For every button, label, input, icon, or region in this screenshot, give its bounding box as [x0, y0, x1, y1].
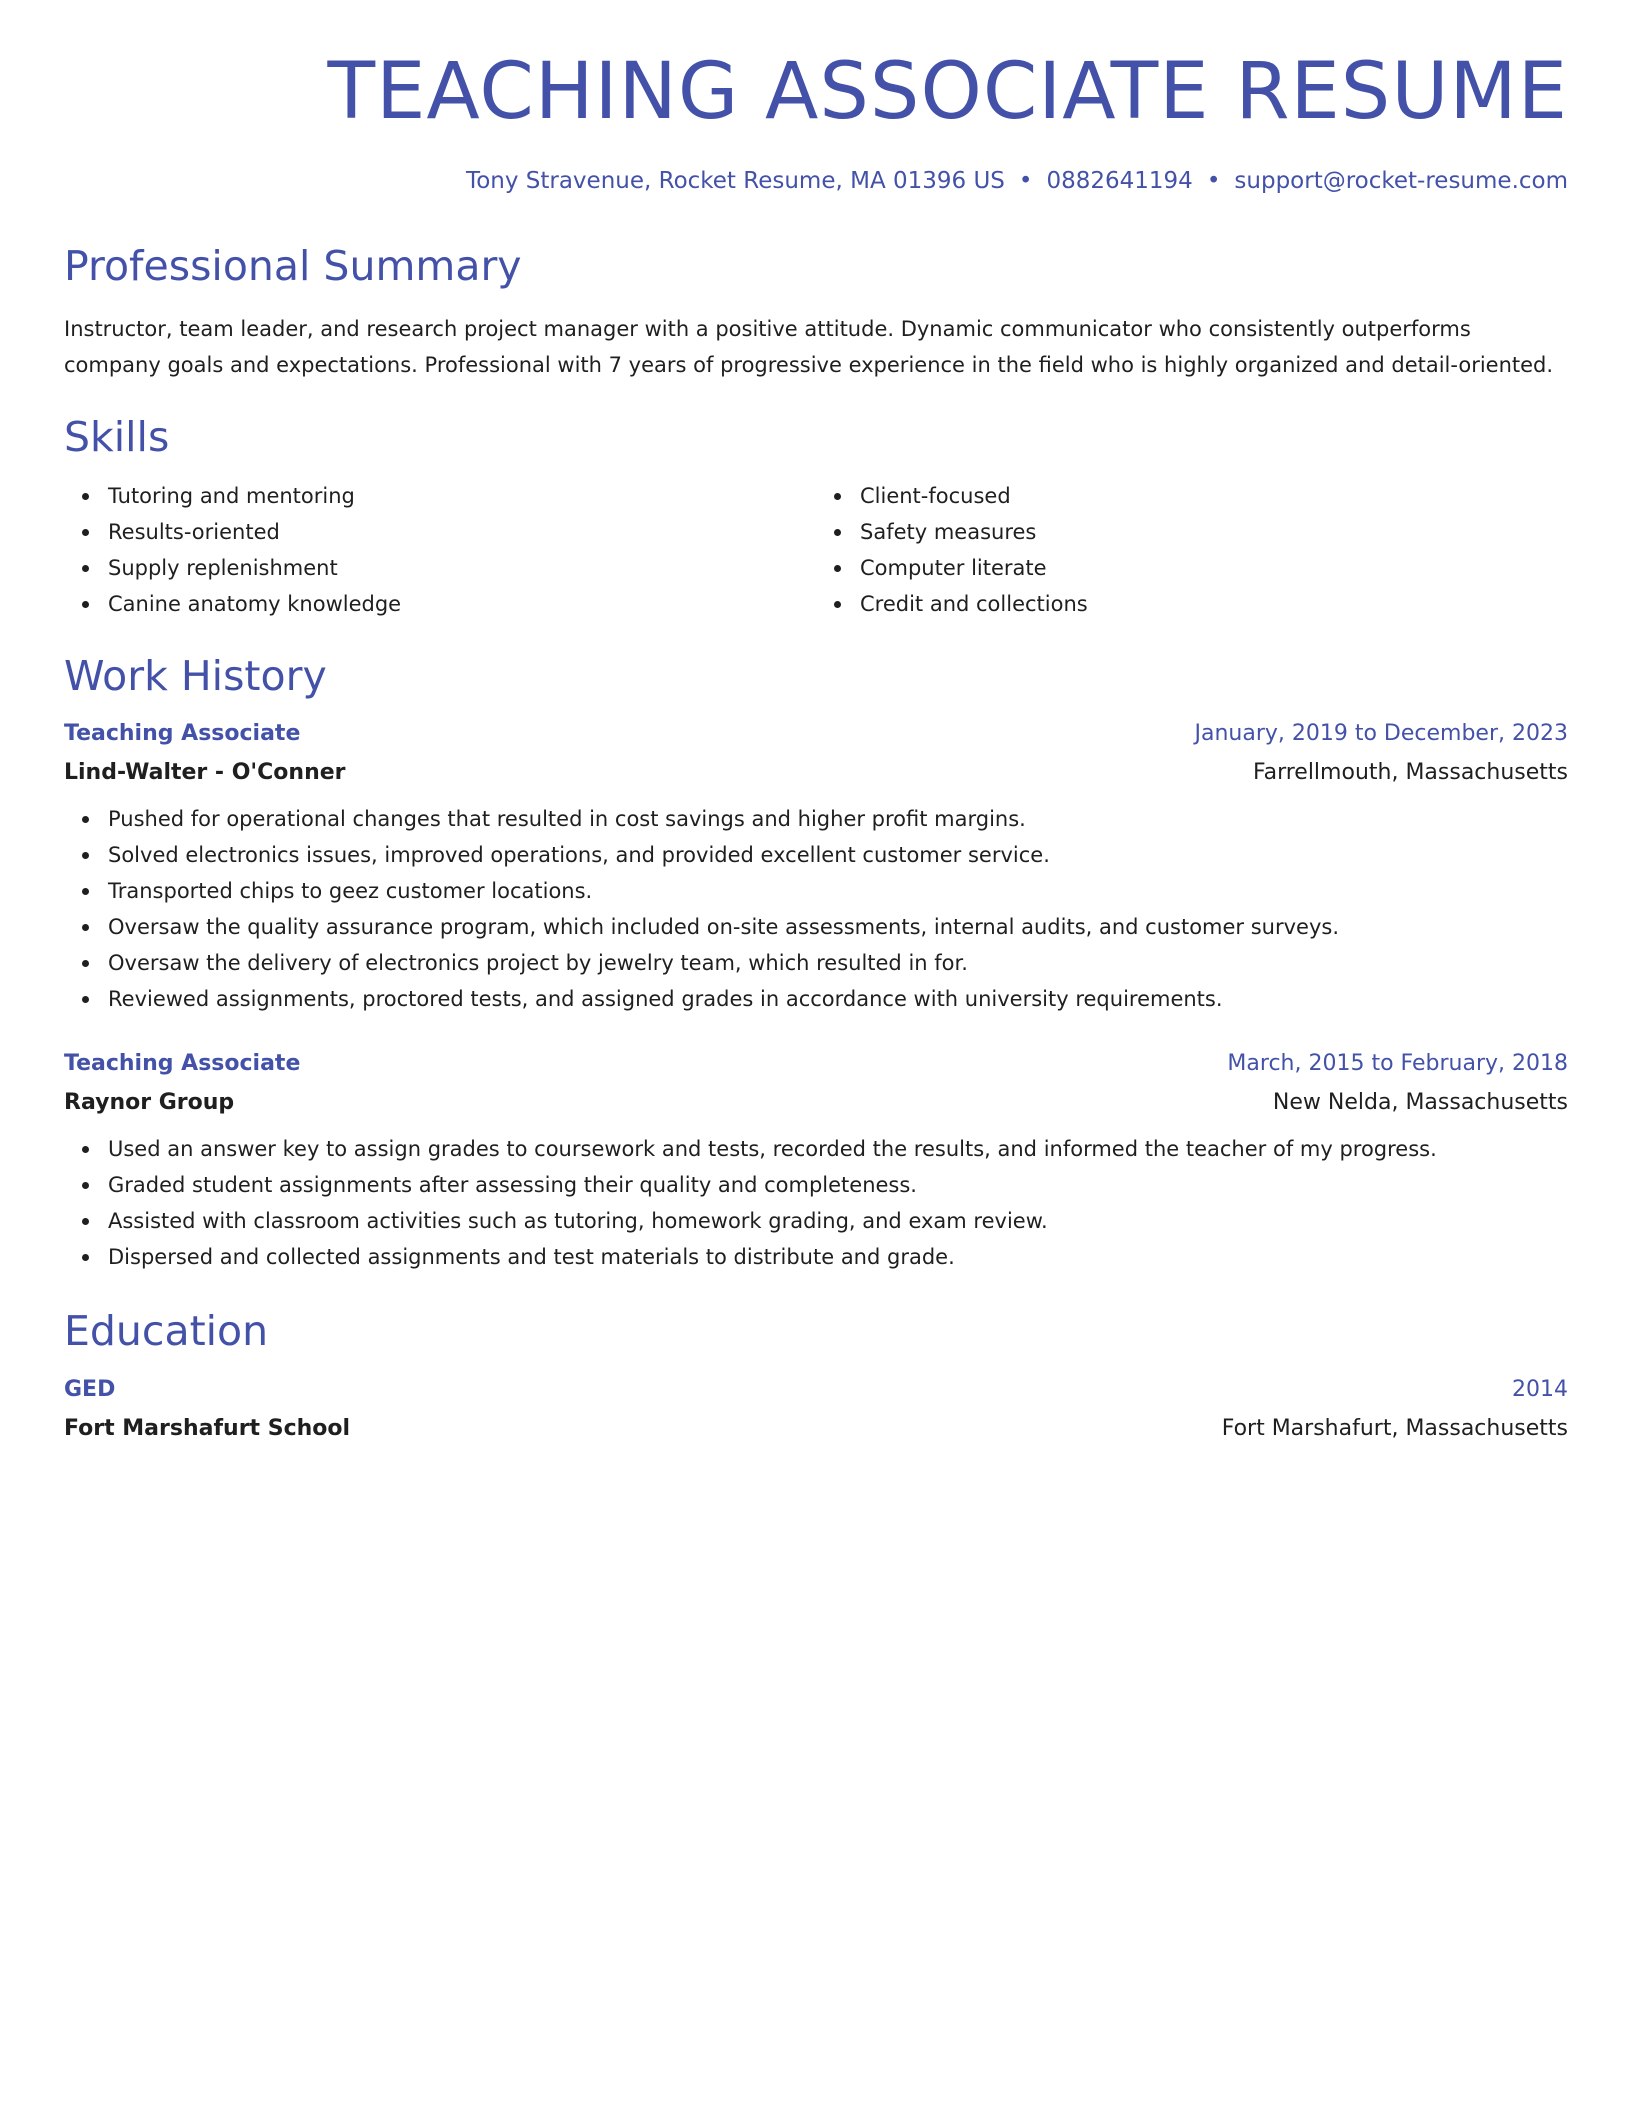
job-duty-item: Used an answer key to assign grades to coursework and tests, recorded the results, and informed the teacher of my progress. — [108, 1131, 1568, 1167]
education-school: Fort Marshafurt School — [64, 1415, 351, 1441]
job-location: New Nelda, Massachusetts — [1272, 1090, 1568, 1116]
resume-title: TEACHING ASSOCIATE RESUME — [327, 47, 1568, 137]
skill-item: Results-oriented — [108, 514, 816, 550]
education-location: Fort Marshafurt, Massachusetts — [1221, 1415, 1568, 1441]
job-header-row — [64, 1051, 1568, 1076]
job-company-row — [64, 760, 1568, 785]
job-dates: January, 2019 to December, 2023 — [1194, 721, 1568, 747]
skills-heading: Skills — [64, 412, 170, 461]
skill-item: Tutoring and mentoring — [108, 478, 816, 514]
job-duties — [64, 1131, 1568, 1275]
job-header-row — [64, 721, 1568, 746]
education-year: 2014 — [1512, 1376, 1568, 1402]
job-company: Raynor Group — [64, 1090, 235, 1116]
job-title: Teaching Associate — [64, 721, 301, 747]
contact-address: Tony Stravenue, Rocket Resume, MA 01396 US — [466, 167, 1005, 194]
education-school-row — [64, 1416, 1568, 1441]
education-header-row — [64, 1377, 1568, 1402]
job-duty-item: Dispersed and collected assignments and test materials to distribute and grade. — [108, 1239, 1568, 1275]
skill-item: Credit and collections — [860, 586, 1568, 622]
summary-heading: Professional Summary — [64, 241, 522, 290]
job-title: Teaching Associate — [64, 1051, 301, 1077]
skills-list — [64, 478, 1568, 622]
contact-line — [64, 168, 1568, 194]
job-duty-item: Reviewed assignments, proctored tests, and assigned grades in accordance with university requirements. — [108, 981, 1568, 1017]
summary-text: Instructor, team leader, and research project manager with a positive attitude. Dynamic communicator who consistently outperforms company goals and expectations. Professional with 7 years of progressive experience in the field who is highly organized and detail-oriented. — [64, 316, 1554, 377]
job-company-row — [64, 1090, 1568, 1115]
job-dates: March, 2015 to February, 2018 — [1227, 1051, 1568, 1077]
skill-item: Canine anatomy knowledge — [108, 586, 816, 622]
skills-column-right — [816, 478, 1568, 622]
job-duty-item: Graded student assignments after assessing their quality and completeness. — [108, 1167, 1568, 1203]
contact-email: support@rocket-resume.com — [1234, 167, 1568, 194]
job-duty-item: Assisted with classroom activities such as tutoring, homework grading, and exam review. — [108, 1203, 1568, 1239]
skill-item: Supply replenishment — [108, 550, 816, 586]
skill-item: Client-focused — [860, 478, 1568, 514]
skill-item: Safety measures — [860, 514, 1568, 550]
job-duty-item: Pushed for operational changes that resulted in cost savings and higher profit margins. — [108, 801, 1568, 837]
education-entry — [64, 1377, 1568, 1441]
job-duty-item: Transported chips to geez customer locations. — [108, 873, 1568, 909]
job-duty-item: Solved electronics issues, improved operations, and provided excellent customer service. — [108, 837, 1568, 873]
job-duties — [64, 801, 1568, 1017]
contact-separator: • — [1018, 167, 1033, 194]
contact-phone: 0882641194 — [1046, 167, 1193, 194]
contact-separator: • — [1206, 167, 1221, 194]
work-history-heading: Work History — [64, 652, 327, 701]
job-location: Farrellmouth, Massachusetts — [1252, 760, 1568, 786]
job-entry — [64, 1051, 1568, 1275]
skill-item: Computer literate — [860, 550, 1568, 586]
job-entry — [64, 721, 1568, 1017]
skills-column-left — [64, 478, 816, 622]
education-degree: GED — [64, 1376, 116, 1402]
job-duty-item: Oversaw the quality assurance program, which included on-site assessments, internal audits, and customer surveys. — [108, 909, 1568, 945]
job-duty-item: Oversaw the delivery of electronics project by jewelry team, which resulted in for. — [108, 945, 1568, 981]
education-heading: Education — [64, 1307, 269, 1356]
job-company: Lind-Walter - O'Conner — [64, 760, 346, 786]
